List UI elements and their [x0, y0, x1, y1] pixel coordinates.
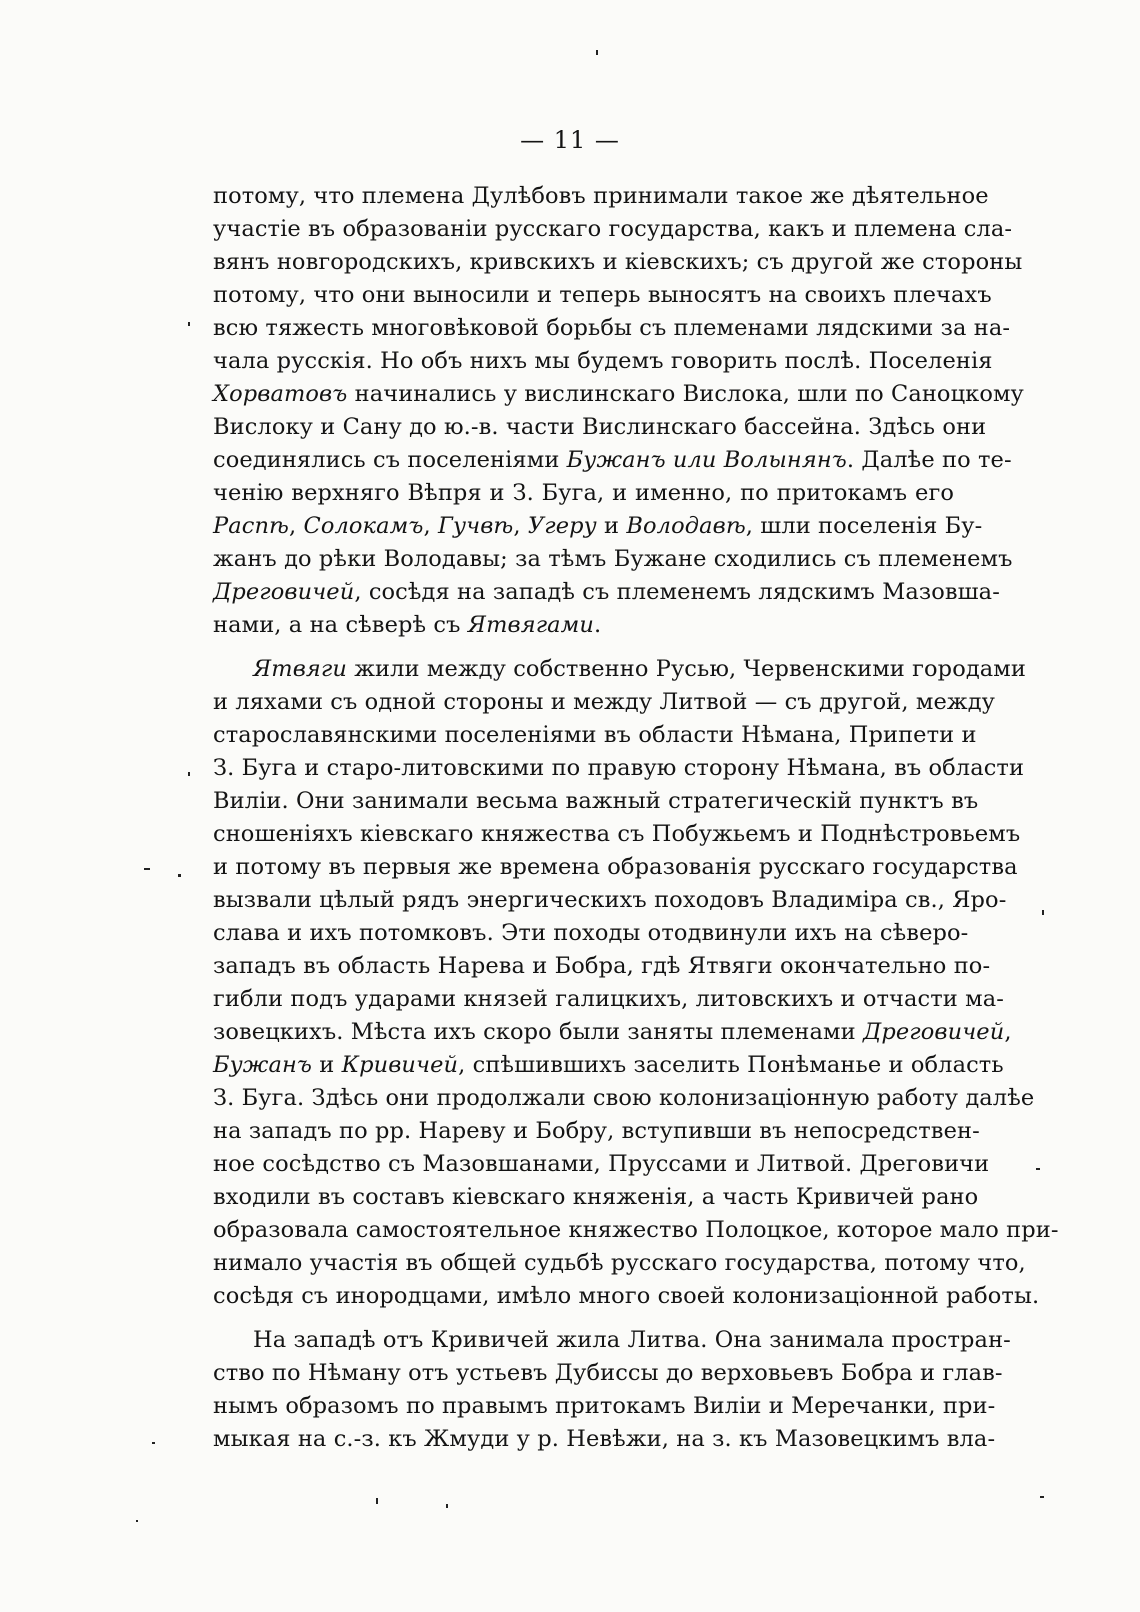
text-run: и потому въ первыя же времена образованія русскаго государства [213, 854, 1018, 880]
scan-speck [1040, 1496, 1044, 1498]
text-run: ченію верхняго Вѣпря и З. Буга, и именно, по притокамъ его [213, 480, 954, 506]
scan-speck [178, 874, 181, 877]
text-run: вызвали цѣлый рядъ энергическихъ походовъ Владиміра св., Яро- [213, 887, 1007, 913]
text-run: З. Буга и старо-литовскими по правую сторону Нѣмана, въ области [213, 755, 1025, 781]
text-line [213, 543, 1013, 576]
text-run: вянъ новгородскихъ, кривскихъ и кіевскихъ; съ другой же стороны [213, 249, 1023, 275]
text-line [213, 510, 983, 543]
italic-name: Володавѣ [626, 513, 746, 539]
text-line [213, 1016, 1012, 1049]
text-run: мыкая на с.-з. къ Жмуди у р. Невѣжи, на з. къ Мазовецкимъ вла- [213, 1426, 996, 1452]
text-run: , сосѣдя на западѣ съ племенемъ лядскимъ Мазовша- [354, 579, 1000, 605]
text-run: , шли поселенія Бу- [745, 513, 983, 539]
paragraph [213, 180, 1024, 642]
scan-speck [1036, 1168, 1040, 1170]
text-run: Вислоку и Сану до ю.-в. части Вислинскаго бассейна. Здѣсь они [213, 414, 987, 440]
text-run: На западѣ отъ Кривичей жила Литва. Она занимала простран- [253, 1327, 1011, 1353]
text-run: , [289, 513, 304, 539]
paragraph [213, 653, 1059, 1313]
text-run: и [312, 1052, 342, 1078]
text-run: нами, а на сѣверѣ съ [213, 612, 468, 638]
text-run: гибли подъ ударами князей галицкихъ, литовскихъ и отчасти ма- [213, 986, 1004, 1012]
scan-speck [188, 772, 190, 776]
text-run: начинались у вислинскаго Вислока, шли по Саноцкому [347, 381, 1024, 407]
italic-name: Солокамъ [303, 513, 424, 539]
text-run: и ляхами съ одной стороны и между Литвой — съ другой, между [213, 689, 995, 715]
text-line [213, 752, 1025, 785]
text-run: всю тяжесть многовѣковой борьбы съ племенами лядскими за на- [213, 315, 1011, 341]
text-run: нимало участія въ общей судьбѣ русскаго государства, потому что, [213, 1250, 1026, 1276]
text-run: , [513, 513, 528, 539]
text-run: на западъ по рр. Нареву и Бобру, вступивши въ непосредствен- [213, 1118, 980, 1144]
italic-name: Бужанъ или Волынянъ [566, 447, 847, 473]
text-line [213, 279, 992, 312]
text-run: старославянскими поселеніями въ области Нѣмана, Припети и [213, 722, 977, 748]
scan-speck [376, 1498, 378, 1504]
italic-name: Ятвяги [253, 656, 347, 682]
text-line [213, 719, 977, 752]
text-run: . [594, 612, 602, 638]
scan-speck [144, 868, 150, 870]
scan-speck [596, 50, 598, 55]
text-run: З. Буга. Здѣсь они продолжали свою колонизаціонную работу далѣе [213, 1085, 1035, 1111]
text-run: жанъ до рѣки Володавы; за тѣмъ Бужане сходились съ племенемъ [213, 546, 1013, 572]
text-run: жили между собственно Русью, Червенскими городами [346, 656, 1027, 682]
scan-speck [188, 322, 190, 326]
text-line [213, 1357, 1003, 1390]
text-line [213, 345, 993, 378]
text-line [213, 576, 1000, 609]
text-line [213, 818, 1021, 851]
text-run: потому, что племена Дулѣбовъ принимали такое же дѣятельное [213, 183, 989, 209]
text-line [213, 213, 1013, 246]
italic-name: Кривичей [341, 1052, 459, 1078]
text-run: Виліи. Они занимали весьма важный стратегическій пунктъ въ [213, 788, 979, 814]
text-line [213, 917, 969, 950]
text-run: потому, что они выносили и теперь выносятъ на своихъ плечахъ [213, 282, 992, 308]
scan-speck [1042, 910, 1044, 915]
italic-name: Дреговичей [862, 1019, 1005, 1045]
paragraph-gap [213, 1313, 954, 1324]
text-run: образовала самостоятельное княжество Полоцкое, которое мало при- [213, 1217, 1059, 1243]
text-line [213, 1280, 1040, 1313]
text-line [213, 1049, 1004, 1082]
text-run: , [1004, 1019, 1012, 1045]
text-line [213, 1423, 996, 1456]
text-line [213, 411, 987, 444]
text-run: нымъ образомъ по правымъ притокамъ Виліи и Меречанки, при- [213, 1393, 996, 1419]
text-line [213, 686, 995, 719]
text-line [213, 884, 1007, 917]
text-line [213, 444, 1012, 477]
text-line [213, 609, 954, 642]
text-line [213, 1390, 996, 1423]
text-run: чала русскія. Но объ нихъ мы будемъ говорить послѣ. Поселенія [213, 348, 993, 374]
text-run: . Далѣе по те- [846, 447, 1012, 473]
text-run: сосѣдя съ инородцами, имѣло много своей колонизаціонной работы. [213, 1283, 1040, 1309]
scan-speck [136, 1520, 138, 1522]
text-line [213, 1148, 990, 1181]
text-line [213, 1115, 980, 1148]
italic-name: Угеру [527, 513, 597, 539]
text-line [213, 312, 1011, 345]
text-line [213, 477, 954, 510]
paragraph [213, 1324, 1011, 1456]
text-line [213, 785, 979, 818]
text-line [213, 1181, 979, 1214]
text-line [213, 851, 1018, 884]
text-line [213, 950, 991, 983]
text-column [213, 180, 1059, 1456]
text-line [213, 1247, 1026, 1280]
text-run: зовецкихъ. Мѣста ихъ скоро были заняты племенами [213, 1019, 863, 1045]
page-number: — 11 — [520, 126, 620, 154]
italic-name: Хорватовъ [213, 381, 348, 407]
text-run: входили въ составъ кіевскаго княженія, а часть Кривичей рано [213, 1184, 979, 1210]
text-line [213, 1324, 1011, 1357]
text-run: ное сосѣдство съ Мазовшанами, Пруссами и Литвой. Дреговичи [213, 1151, 990, 1177]
italic-name: Распѣ [213, 513, 289, 539]
text-line [213, 1082, 1035, 1115]
text-run: сношеніяхъ кіевскаго княжества съ Побужьемъ и Поднѣстровьемъ [213, 821, 1021, 847]
text-run: , [423, 513, 438, 539]
italic-name: Дреговичей [213, 579, 355, 605]
text-line [213, 378, 1024, 411]
text-run: участіе въ образованіи русскаго государства, какъ и племена сла- [213, 216, 1013, 242]
scan-speck [152, 1442, 155, 1444]
paragraph-gap [213, 642, 954, 653]
text-line [213, 180, 989, 213]
italic-name: Гучвѣ [437, 513, 514, 539]
text-line [213, 246, 1023, 279]
text-line [213, 653, 1027, 686]
italic-name: Бужанъ [213, 1052, 312, 1078]
text-run: западъ въ область Нарева и Бобра, гдѣ Ятвяги окончательно по- [213, 953, 991, 979]
text-run: соединялись съ поселеніями [213, 447, 567, 473]
italic-name: Ятвягами [467, 612, 595, 638]
text-line [213, 1214, 1059, 1247]
text-run: , спѣшившихъ заселить Понѣманье и область [458, 1052, 1004, 1078]
text-line [213, 983, 1004, 1016]
text-run: и [596, 513, 627, 539]
text-run: ство по Нѣману отъ устьевъ Дубиссы до верховьевъ Бобра и глав- [213, 1360, 1003, 1386]
scan-speck [446, 1504, 448, 1508]
text-run: слава и ихъ потомковъ. Эти походы отодвинули ихъ на сѣверо- [213, 920, 969, 946]
